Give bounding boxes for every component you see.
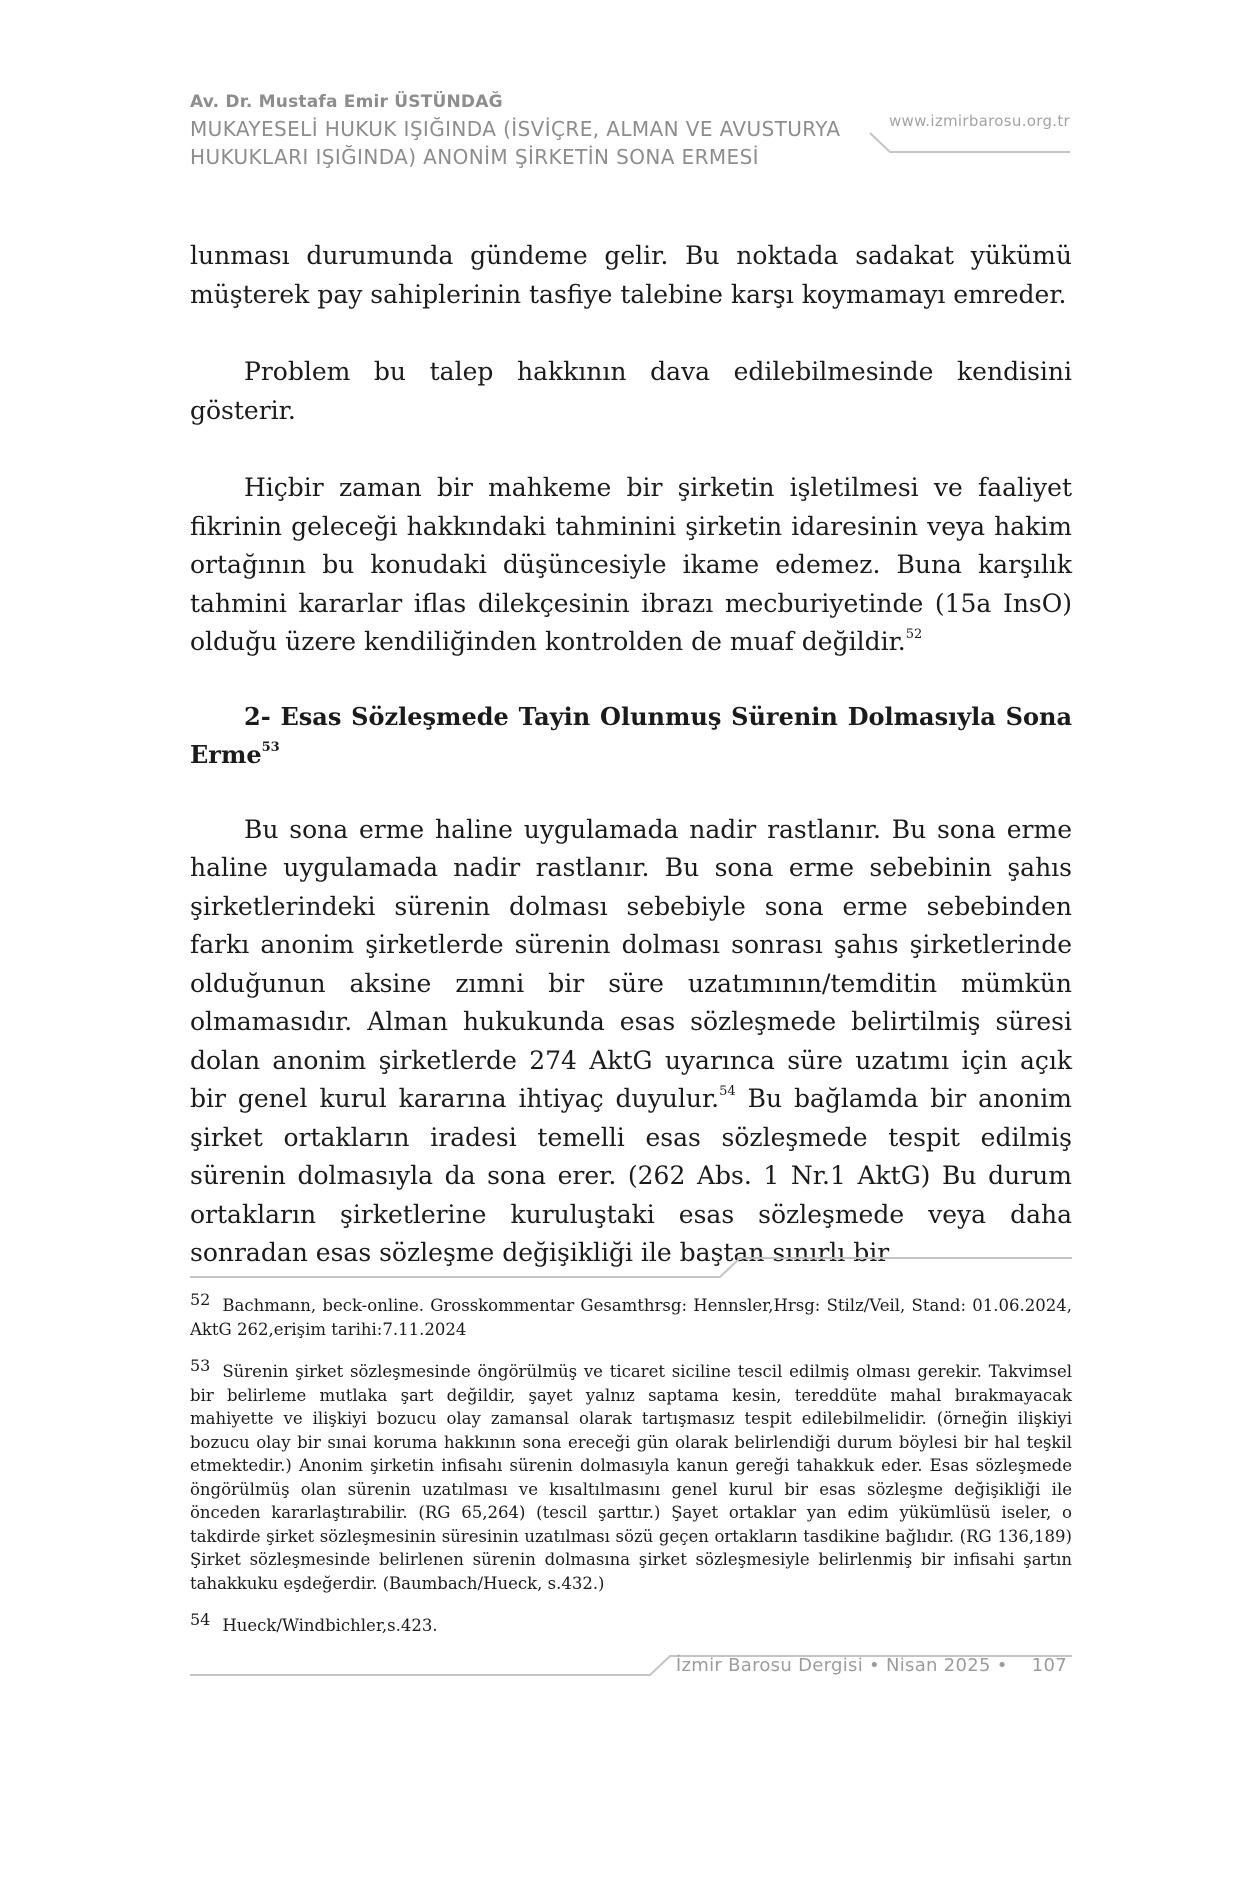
page-header [190,92,1070,171]
header-divider [190,132,1070,154]
footnote-text: Bachmann, beck-online. Grosskommentar Gesamthrsg: Hennsler,Hrsg: Stilz/Veil, Stand: 01.06.2024, AktG 262,erişim tarihi:7.11.2024 [190,1296,1072,1339]
footnote-text: Hueck/Windbichler,s.423. [222,1616,438,1635]
footnote-divider [190,1257,1072,1279]
footnote [190,1288,1072,1341]
website-link[interactable]: www.izmirbarosu.org.tr [888,112,1070,130]
page-number: 107 [1031,1655,1067,1676]
main-text [190,237,1072,1273]
author-name: Av. Dr. Mustafa Emir ÜSTÜNDAĞ [190,92,503,112]
footnote-number: 54 [190,1610,211,1629]
article-title: MUKAYESELİ HUKUK IŞIĞINDA (İSVİÇRE, ALMAN VE AVUSTURYA HUKUKLARI IŞIĞINDA) ANONİM ŞİRKETİN SONA ERMESİ [190,117,841,169]
footnote-text: Sürenin şirket sözleşmesinde öngörülmüş ve ticaret siciline tescil edilmiş olması gerekir. Takvimsel bir belirleme mutlaka şart değildir, şayet yalnız saptama kesin, tereddüte mahal bırakmayacak mahiyette ve ilişkiyi bozucu olay zamansal olarak tartışmasız tespit edilebilmelidir. (örneğin ilişkiyi bozucu olay bir sınai koruma hakkının sona ereceği gün olarak belirlendiği durum böylesi bir hal teşkil etmektedir.) Anonim şirketin infisahı sürenin dolmasıyla kanun gereği tahakkuk eder. Esas sözleşmede öngörülmüş olan sürenin uzatılması ve kısaltılmasını genel kurul bir esas sözleşme değişikliği ile önceden kararlaştırabilir. (RG 65,264) (tescil şarttır.) Şayet ortaklar yan edim yükümlüsü iseler, o takdirde şirket sözleşmesinin süresinin uzatılması sözü geçen ortakların tasdikine bağlıdır. (RG 136,189) Şirket sözleşmesinde belirlenen sürenin dolmasına şirket sözleşmesiyle belirlenmiş bir infisahi şartın tahakkuku eşdeğerdir. (Baumbach/Hueck, s.432.) [190,1362,1072,1593]
page-footer [676,1655,1067,1676]
footnote-ref[interactable]: 53 [261,740,280,755]
section-heading: 2- Esas Sözleşmede Tayin Olunmuş Sürenin Dolmasıyla Sona Erme$^{53}$ [190,701,1072,769]
paragraph: Bu sona erme haline uygulamada nadir rastlanır. Bu sona erme haline uygulamada nadir rastlanır. Bu sona erme sebebinin şahıs şirketlerindeki sürenin dolması sebebiyle sona erme sebebinden farkı anonim şirketlerde sürenin dolması sonrası şahıs şirketlerinde olduğunun aksine zımni bir süre uzatımının/temditin mümkün olmamasıdır. Alman hukukunda esas sözleşmede belirtilmiş süresi dolan anonim şirketlerde 274 AktG uyarınca süre uzatımı için açık bir genel kurul kararına ihtiyaç duyulur.$^{54}$ Bu bağlamda bir anonim şirket ortakların iradesi temelli esas sözleşmede tespit edilmiş sürenin dolmasıyla da sona erer. (262 Abs. 1 Nr.1 AktG) Bu durum ortakların şirketlerine kuruluştaki esas sözleşmede veya daha sonradan esas sözleşme değişikliği ile baştan sınırlı bir [190,814,1073,1267]
paragraph: Problem bu talep hakkının dava edilebilmesinde kendisini gösterir. [190,357,1072,425]
footnote [190,1354,1072,1595]
journal-name: İzmir Barosu Dergisi • Nisan 2025 • [675,1655,1008,1676]
footnotes [190,1288,1072,1651]
footnote [190,1608,1072,1638]
paragraph: Hiçbir zaman bir mahkeme bir şirketin işletilmesi ve faaliyet fikrinin geleceği hakkındaki tahminini şirketin idaresinin veya hakim ortağının bu konudaki düşüncesiyle ikame edemez. Buna karşılık tahmini kararlar iflas dilekçesinin ibrazı mecburiyetinde (15a InsO) olduğu üzere kendiliğinden kontrolden de muaf değildir.$^{52}$ [190,473,1072,656]
footnote-ref[interactable]: 52 [905,627,923,642]
footnote-number: 52 [190,1290,211,1309]
footnote-ref[interactable]: 54 [719,1084,736,1099]
footnote-number: 53 [190,1356,211,1375]
paragraph: lunması durumunda gündeme gelir. Bu noktada sadakat yükümü müşterek pay sahiplerinin tasfiye talebine karşı koymamayı emreder. [190,241,1072,309]
